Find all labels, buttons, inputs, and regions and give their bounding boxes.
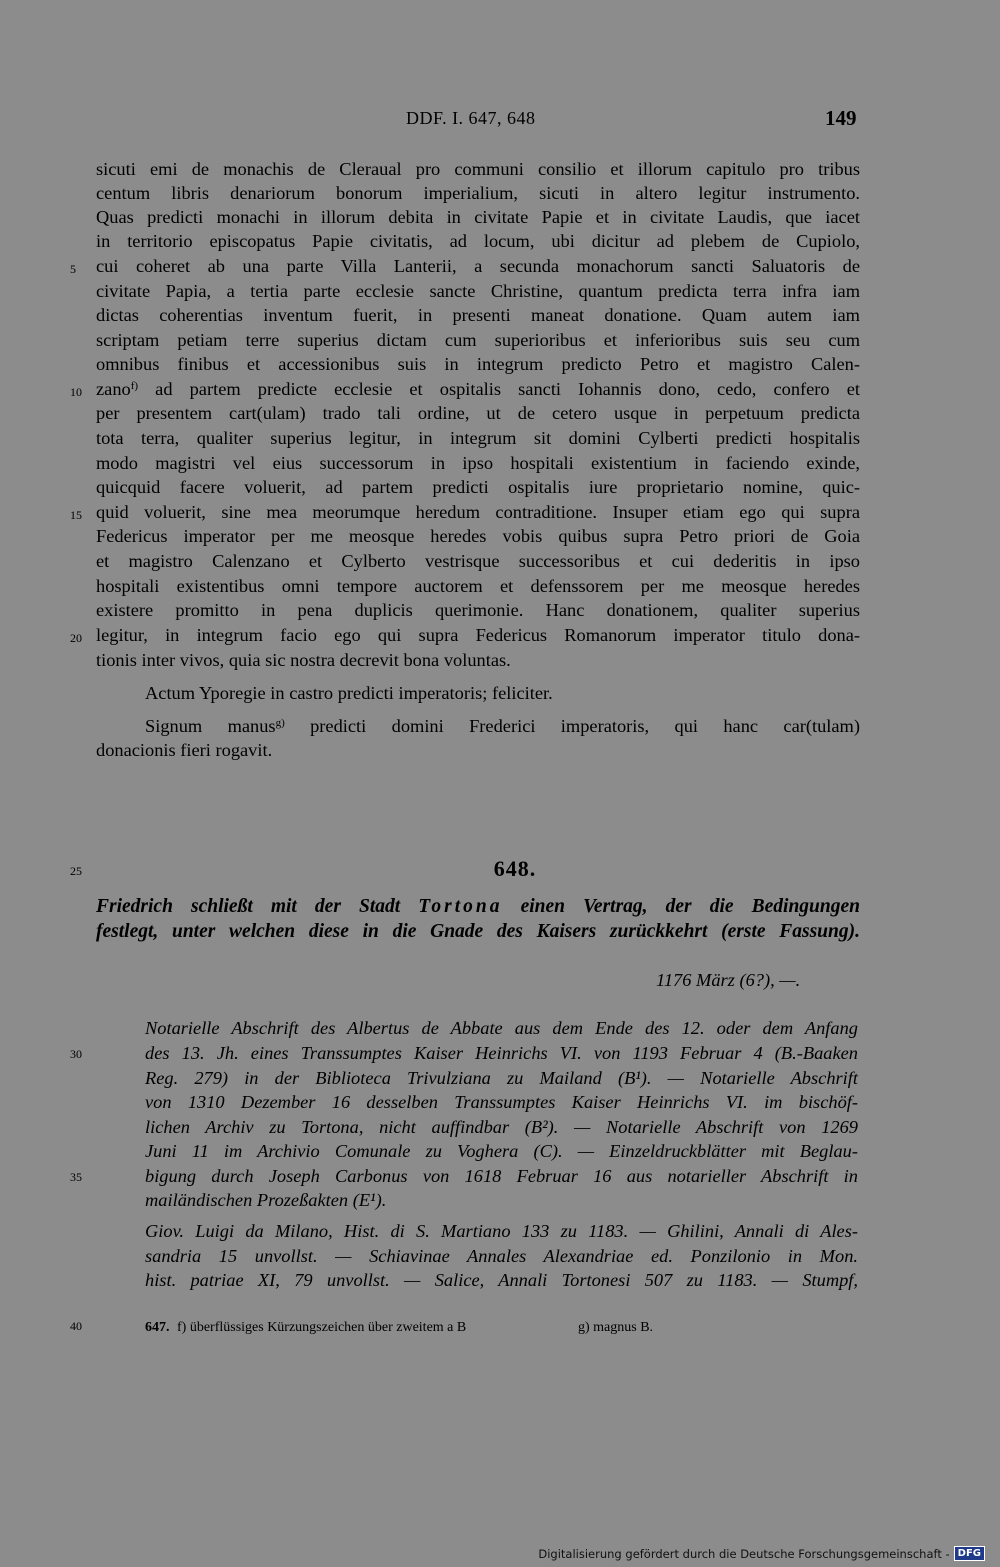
text-line: centum libris denariorum bonorum imperialium, sicuti in altero legitur instrumento. [96,183,860,203]
footnote-g: g) magnus B. [578,1320,654,1335]
tradition-line: Reg. 279) in der Biblioteca Trivulziana zu Mailand (B¹). — Notarielle Abschrift [145,1068,858,1088]
line-number: 35 [70,1170,82,1184]
city-name: Tortona [418,896,503,917]
line-number: 40 [70,1319,82,1333]
regest-line [96,894,860,919]
footnote-doc-number: 647. [145,1320,170,1335]
text-line [96,377,860,401]
text-line: scriptam petiam terre superius dictam cum superioribus et inferioribus suis seu cum [96,330,860,350]
tradition-line: von 1310 Dezember 16 desselben Transsumptes Kaiser Heinrichs VI. im bischöf- [145,1092,858,1112]
text-line: civitate Papia, a tertia parte ecclesie sancte Christine, quantum predicta terra infra iam [96,281,860,301]
tradition-line: bigung durch Joseph Carbonus von 1618 Februar 16 aus notarieller Abschrift in [145,1166,858,1186]
digitization-banner [538,1546,985,1561]
text-line: legitur, in integrum facio ego qui supra Federicus Romanorum imperator titulo dona- [96,625,860,645]
footnote-f: f) überflüssiges Kürzungszeichen über zweitem a B [177,1320,467,1335]
text-segment: Friedrich schließt mit der Stadt [96,896,419,917]
text-line: Quas predicti monachi in illorum debita in civitate Papie et in civitate Laudis, que iacet [96,207,860,227]
text-segment: einen Vertrag, der die Bedingungen [502,896,860,917]
document-number: 648. [493,856,537,881]
footnote-marker-f: f) [130,380,139,392]
text-line: omnibus finibus et accessionibus suis in integrum predicto Petro et magistro Calen- [96,354,860,374]
text-line: sicuti emi de monachis de Cleraual pro communi consilio et illorum capitulo pro tribus [96,159,860,179]
text-line: quid voluerit, sine mea meorumque heredum contraditione. Insuper etiam ego qui supra [96,502,860,522]
text-segment: Signum manus [145,716,276,736]
line-number: 20 [70,631,82,645]
actum-line: Actum Yporegie in castro predicti imperatoris; feliciter. [145,683,553,703]
regest-line: festlegt, unter welchen diese in die Gnade des Kaisers zurückkehrt (erste Fassung). [96,921,860,942]
text-line: et magistro Calenzano et Cylberto vestrisque successoribus et cui dederitis in ipso [96,551,860,571]
line-number: 30 [70,1047,82,1061]
running-head-reference: DDF. I. 647, 648 [406,108,536,128]
document-date: 1176 März (6?), —. [656,970,801,990]
text-line: per presentem cart(ulam) trado tali ordine, ut de cetero usque in perpetuum predicta [96,403,860,423]
text-segment: ad partem predicte ecclesie et ospitalis sancti Iohannis dono, cedo, confero et [155,379,860,399]
text-segment: predicti domini Frederici imperatoris, qui hanc car(tulam) [284,716,860,736]
signum-line [145,714,860,738]
line-number: 25 [70,864,82,878]
tradition-line: Notarielle Abschrift des Albertus de Abbate aus dem Ende des 12. oder dem Anfang [145,1018,858,1038]
page-number: 149 [825,106,857,130]
literature-line: hist. patriae XI, 79 unvollst. — Salice, Annali Tortonesi 507 zu 1183. — Stumpf, [145,1270,858,1290]
text-word: zano [96,379,131,399]
literature-line: sandria 15 unvollst. — Schiavinae Annales Alexandriae ed. Ponzilonio in Mon. [145,1246,858,1266]
line-number: 5 [70,262,76,276]
footnote-marker-g: g) [275,717,285,729]
tradition-line: lichen Archiv zu Tortona, nicht auffindbar (B²). — Notarielle Abschrift von 1269 [145,1117,858,1137]
text-line: existere promitto in pena duplicis querimonie. Hanc donationem, qualiter superius [96,600,860,620]
footnotes [145,1320,654,1336]
running-head [0,108,1000,132]
text-line: hospitali existentibus omni tempore auctorem et defenssorem per me meosque heredes [96,576,860,596]
tradition-line: des 13. Jh. eines Transsumptes Kaiser Heinrichs VI. von 1193 Februar 4 (B.-Baaken [145,1043,858,1063]
text-line: cui coheret ab una parte Villa Lanterii, a secunda monachorum sancti Saluatoris de [96,256,860,276]
text-line: modo magistri vel eius successorum in ipso hospitali existentium in faciendo exinde, [96,453,860,473]
literature-line: Giov. Luigi da Milano, Hist. di S. Martiano 133 zu 1183. — Ghilini, Annali di Ales- [145,1221,858,1241]
text-line: quicquid facere voluerit, ad partem predicti ospitalis iure proprietario nomine, quic- [96,477,860,497]
line-number: 10 [70,385,82,399]
text-line: donacionis fieri rogavit. [96,740,273,760]
tradition-line: Juni 11 im Archivio Comunale zu Voghera (C). — Einzeldruckblätter mit Beglau- [145,1141,858,1161]
dfg-logo-icon: DFG [954,1546,985,1561]
text-line: tionis inter vivos, quia sic nostra decrevit bona voluntas. [96,650,511,670]
banner-text: Digitalisierung gefördert durch die Deutsche Forschungsgemeinschaft - [538,1546,950,1561]
line-number: 15 [70,508,82,522]
text-line: dictas coherentias inventum fuerit, in presenti maneat donatione. Quam autem iam [96,305,860,325]
text-line: tota terra, qualiter superius legitur, in integrum sit domini Cylberti predicti hospitalis [96,428,860,448]
tradition-line: mailändischen Prozeßakten (E¹). [145,1190,387,1210]
text-line: Federicus imperator per me meosque heredes vobis quibus supra Petro priori de Goia [96,526,860,546]
text-line: in territorio episcopatus Papie civitatis, ad locum, ubi dicitur ad plebem de Cupiolo, [96,231,860,251]
